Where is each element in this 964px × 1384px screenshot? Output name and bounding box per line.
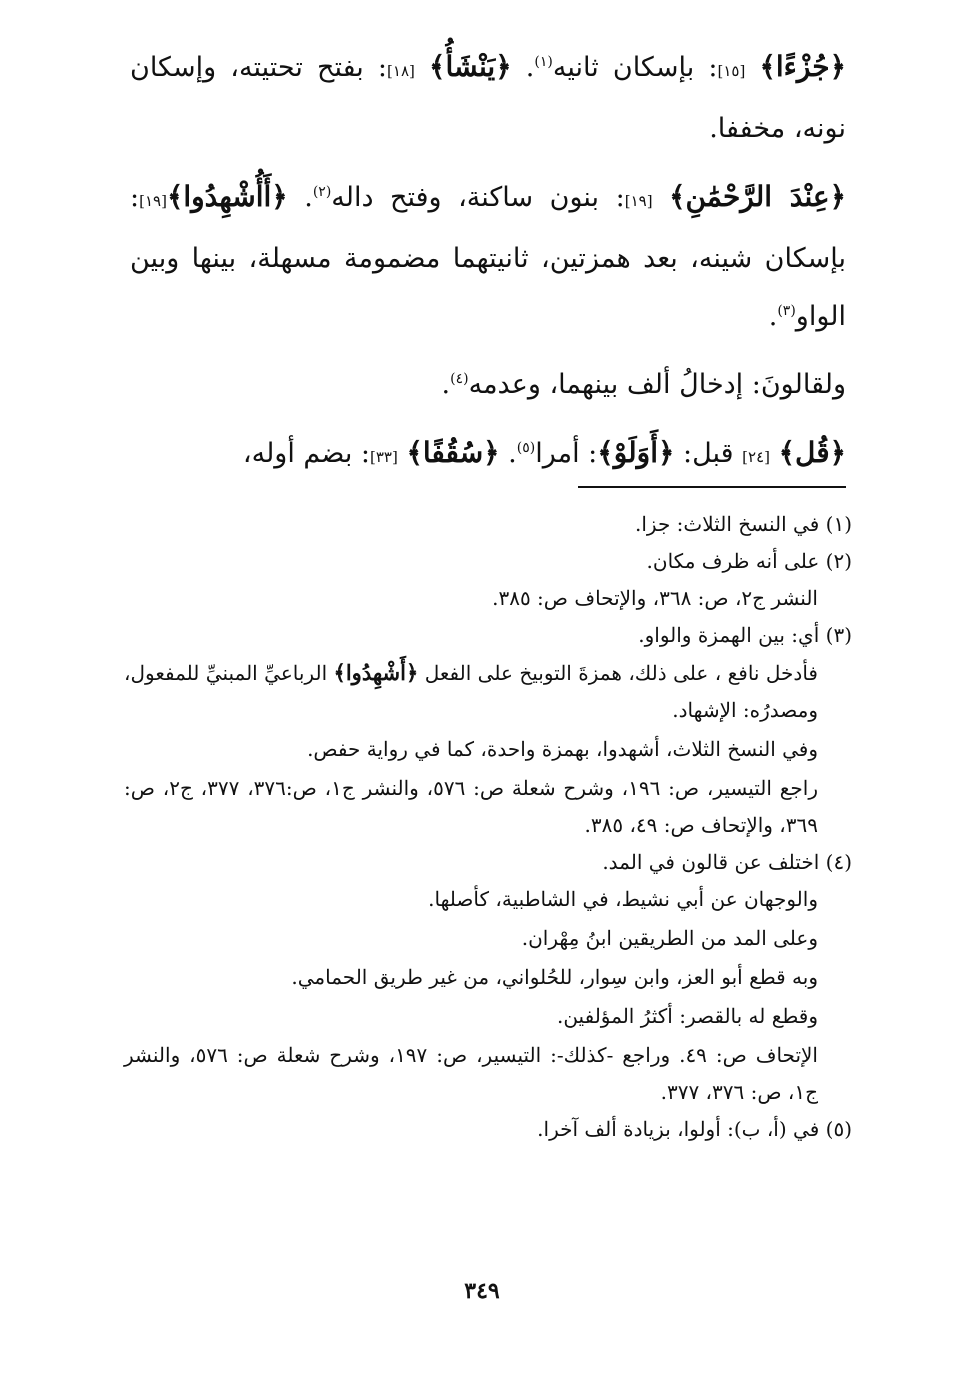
text-run: قبل: <box>674 438 743 469</box>
footnotes <box>124 506 852 1148</box>
quran-word: ﴿سُقُفًا﴾ <box>406 436 500 469</box>
footnote-2-reference: النشر ج٢، ص: ٣٦٨، والإتحاف ص: ٣٨٥. <box>492 586 818 610</box>
verse-number: [١٩] <box>624 192 653 210</box>
footnote-3 <box>124 617 852 654</box>
text-run: . <box>511 52 535 83</box>
text-run: : بإسكان شينه، بعد همزتين، ثانيتهما مضمومة مسهلة، بينها وبين الواو <box>130 182 846 332</box>
footnote-text: أي: بين الهمزة والواو. <box>638 623 820 647</box>
text-run: : بفتح تحتيته، وإسكان نونه، مخففا. <box>130 52 846 144</box>
footnote-4-line: وقطع له بالقصر: أكثرُ المؤلفين. <box>556 1004 818 1028</box>
footnote-number: (٣) <box>825 623 852 647</box>
footnote-3-reference: راجع التيسير، ص: ١٩٦، وشرح شعلة ص: ٥٧٦، والنشر ج١، ص:٣٧٦، ٣٧٧، ج٢، ص: ٣٦٩، والإتحاف ص: ٤٩، ٣٨٥. <box>124 776 818 837</box>
footnote-text: في النسخ الثلاث: جزا. <box>635 512 820 536</box>
text-run: ولقالونَ: إدخالُ ألف بينهما، وعدمه <box>468 369 846 400</box>
footnote-ref: (٢) <box>312 184 332 200</box>
text-run: الرباعيِّ المبنيِّ للمفعول، ومصدرُه: الإشهاد. <box>124 661 818 722</box>
paragraph-1 <box>130 38 846 158</box>
footnote-3-variant: وفي النسخ الثلاث، أشهدوا، بهمزة واحدة، كما في رواية حفص. <box>307 737 818 761</box>
text-run: فأدخل نافع ، على ذلك، همزةَ التوبيخ على الفعل <box>418 661 818 685</box>
text-run: : بنون ساكنة، وفتح داله <box>331 182 625 213</box>
footnote-4 <box>124 844 852 881</box>
quran-word: ﴿عِنْدَ الرَّحْمَٰنِ﴾ <box>669 180 847 213</box>
quran-word: ﴿يَنْشَأُ﴾ <box>429 50 512 83</box>
footnote-ref: (٤) <box>450 371 469 387</box>
quran-word: ﴿أَوَلَوْ﴾ <box>597 436 675 469</box>
paragraph-3 <box>130 356 846 414</box>
text-run: . <box>499 438 517 469</box>
verse-number: [٢٤] <box>742 448 770 466</box>
footnote-ref: (٥) <box>516 440 536 456</box>
text-run: . <box>768 301 778 332</box>
paragraph-4 <box>130 424 846 486</box>
footnote-text: على أنه ظرف مكان. <box>646 549 820 573</box>
footnote-text: في (أ، ب): أولوا، بزيادة ألف آخرا. <box>537 1117 820 1141</box>
footnote-4-line: وعلى المد من الطريقين ابنُ مِهْران. <box>521 926 818 950</box>
quran-word: ﴿أَأُشْهِدُوا﴾ <box>166 180 288 213</box>
footnote-number: (٥) <box>825 1117 852 1141</box>
footnote-2 <box>124 543 852 580</box>
text-run: : بضم أوله، <box>242 438 371 469</box>
verse-number: [١٥] <box>717 62 746 80</box>
quran-word: ﴿قُل﴾ <box>778 436 846 469</box>
footnote-number: (٤) <box>825 850 852 874</box>
footnote-1 <box>124 506 852 543</box>
footnote-4-line: والوجهان عن أبي نشيط، في الشاطبية، كأصلها. <box>428 887 818 911</box>
text-run: : أمرا <box>535 438 598 469</box>
footnote-number: (٢) <box>825 549 852 573</box>
verse-number: [٣٣] <box>370 448 398 466</box>
footnote-ref: (٣) <box>777 303 796 319</box>
verse-number: [١٨] <box>387 62 415 80</box>
footnote-ref: (١) <box>534 54 553 70</box>
footnote-3-explanation <box>124 654 852 729</box>
text-run: : بإسكان ثانيه <box>552 52 718 83</box>
main-text <box>130 38 846 486</box>
quran-word: ﴿جُزْءًا﴾ <box>759 50 846 83</box>
verse-number: [١٩] <box>139 192 167 210</box>
footnote-5 <box>124 1111 852 1148</box>
footnote-divider <box>578 486 846 488</box>
footnote-4-reference: الإتحاف ص: ٤٩. وراجع -كذلك-: التيسير، ص: ١٩٧، وشرح شعلة ص: ٥٧٦، والنشر ج١، ص: ٣٧٦، ٣٧٧. <box>124 1043 818 1104</box>
footnote-text: اختلف عن قالون في المد. <box>602 850 820 874</box>
footnote-number: (١) <box>825 512 852 536</box>
page-number: ٣٤٩ <box>464 1278 500 1304</box>
footnote-4-line: وبه قطع أبو العز، وابن سِوار، للحُلواني، من غير طريق الحمامي. <box>291 965 818 989</box>
quran-word: ﴿أَشْهِدُوا﴾ <box>333 660 419 685</box>
text-run: . <box>441 369 451 400</box>
paragraph-2 <box>130 168 846 346</box>
text-run: . <box>287 182 313 213</box>
